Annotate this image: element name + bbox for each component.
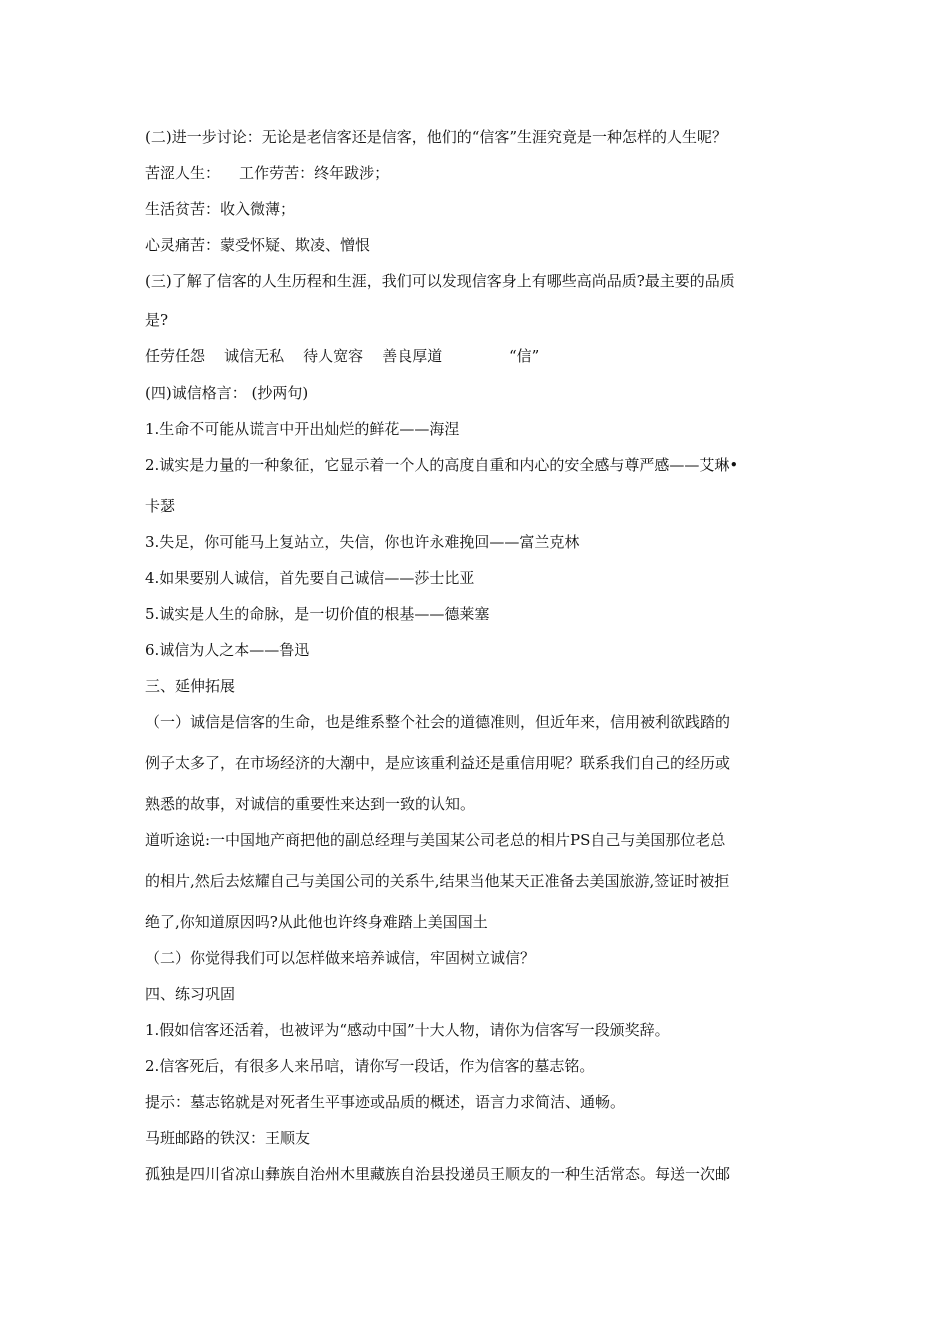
text-line: 4.如果要别人诚信，首先要自己诚信——莎士比亚 — [145, 569, 475, 587]
text-line: 孤独是四川省凉山彝族自治州木里藏族自治县投递员王顺友的一种生活常态。每送一次邮 — [145, 1165, 731, 1183]
text-line: 绝了,你知道原因吗?从此他也许终身难踏上美国国土 — [145, 913, 488, 931]
text-line: 的相片,然后去炫耀自己与美国公司的关系牛,结果当他某天正准备去美国旅游,签证时被拒 — [145, 872, 730, 890]
text-line: 2.信客死后，有很多人来吊唁，请你写一段话，作为信客的墓志铭。 — [145, 1057, 595, 1075]
text-line: 生活贫苦：收入微薄； — [145, 200, 296, 218]
text-line: 心灵痛苦：蒙受怀疑、欺凌、憎恨 — [145, 236, 371, 254]
text-line: 熟悉的故事，对诚信的重要性来达到一致的认知。 — [145, 795, 476, 813]
text-line: （一）诚信是信客的生命，也是维系整个社会的道德准则，但近年来，信用被利欲践踏的 — [145, 713, 731, 731]
text-line: 卡瑟 — [145, 497, 176, 515]
section-heading: 四、练习巩固 — [145, 985, 236, 1003]
text-line: (三)了解了信客的人生历程和生涯，我们可以发现信客身上有哪些高尚品质?最主要的品质 — [145, 272, 735, 290]
text-line: (二)进一步讨论：无论是老信客还是信客，他们的“信客”生涯究竟是一种怎样的人生呢？ — [145, 128, 728, 146]
text-line: 是? — [145, 311, 169, 329]
text-line: 任劳任怨 诚信无私 待人宽容 善良厚道 “信” — [145, 347, 540, 365]
text-line: 6.诚信为人之本——鲁迅 — [145, 641, 310, 659]
text-line: 苦涩人生： 工作劳苦：终年跋涉； — [145, 164, 390, 182]
text-line: 5.诚实是人生的命脉，是一切价值的根基——德莱塞 — [145, 605, 490, 623]
text-line: 例子太多了，在市场经济的大潮中，是应该重利益还是重信用呢？联系我们自己的经历或 — [145, 754, 731, 772]
text-line: 提示：墓志铭就是对死者生平事迹或品质的概述，语言力求简洁、通畅。 — [145, 1093, 626, 1111]
text-line: (四)诚信格言： (抄两句) — [145, 384, 309, 402]
text-line: 马班邮路的铁汉：王顺友 — [145, 1129, 311, 1147]
text-line: 1.生命不可能从谎言中开出灿烂的鲜花——海涅 — [145, 420, 460, 438]
text-line: 1.假如信客还活着，也被评为“感动中国”十大人物，请你为信客写一段颁奖辞。 — [145, 1021, 670, 1039]
text-line: 道听途说:一中国地产商把他的副总经理与美国某公司老总的相片PS自己与美国那位老总 — [145, 831, 726, 849]
text-line: 3.失足，你可能马上复站立，失信，你也许永难挽回——富兰克林 — [145, 533, 580, 551]
text-line: 2.诚实是力量的一种象征，它显示着一个人的高度自重和内心的安全感与尊严感——艾琳• — [145, 456, 739, 474]
section-heading: 三、延伸拓展 — [145, 677, 236, 695]
text-line: （二）你觉得我们可以怎样做来培养诚信，牢固树立诚信？ — [145, 949, 536, 967]
